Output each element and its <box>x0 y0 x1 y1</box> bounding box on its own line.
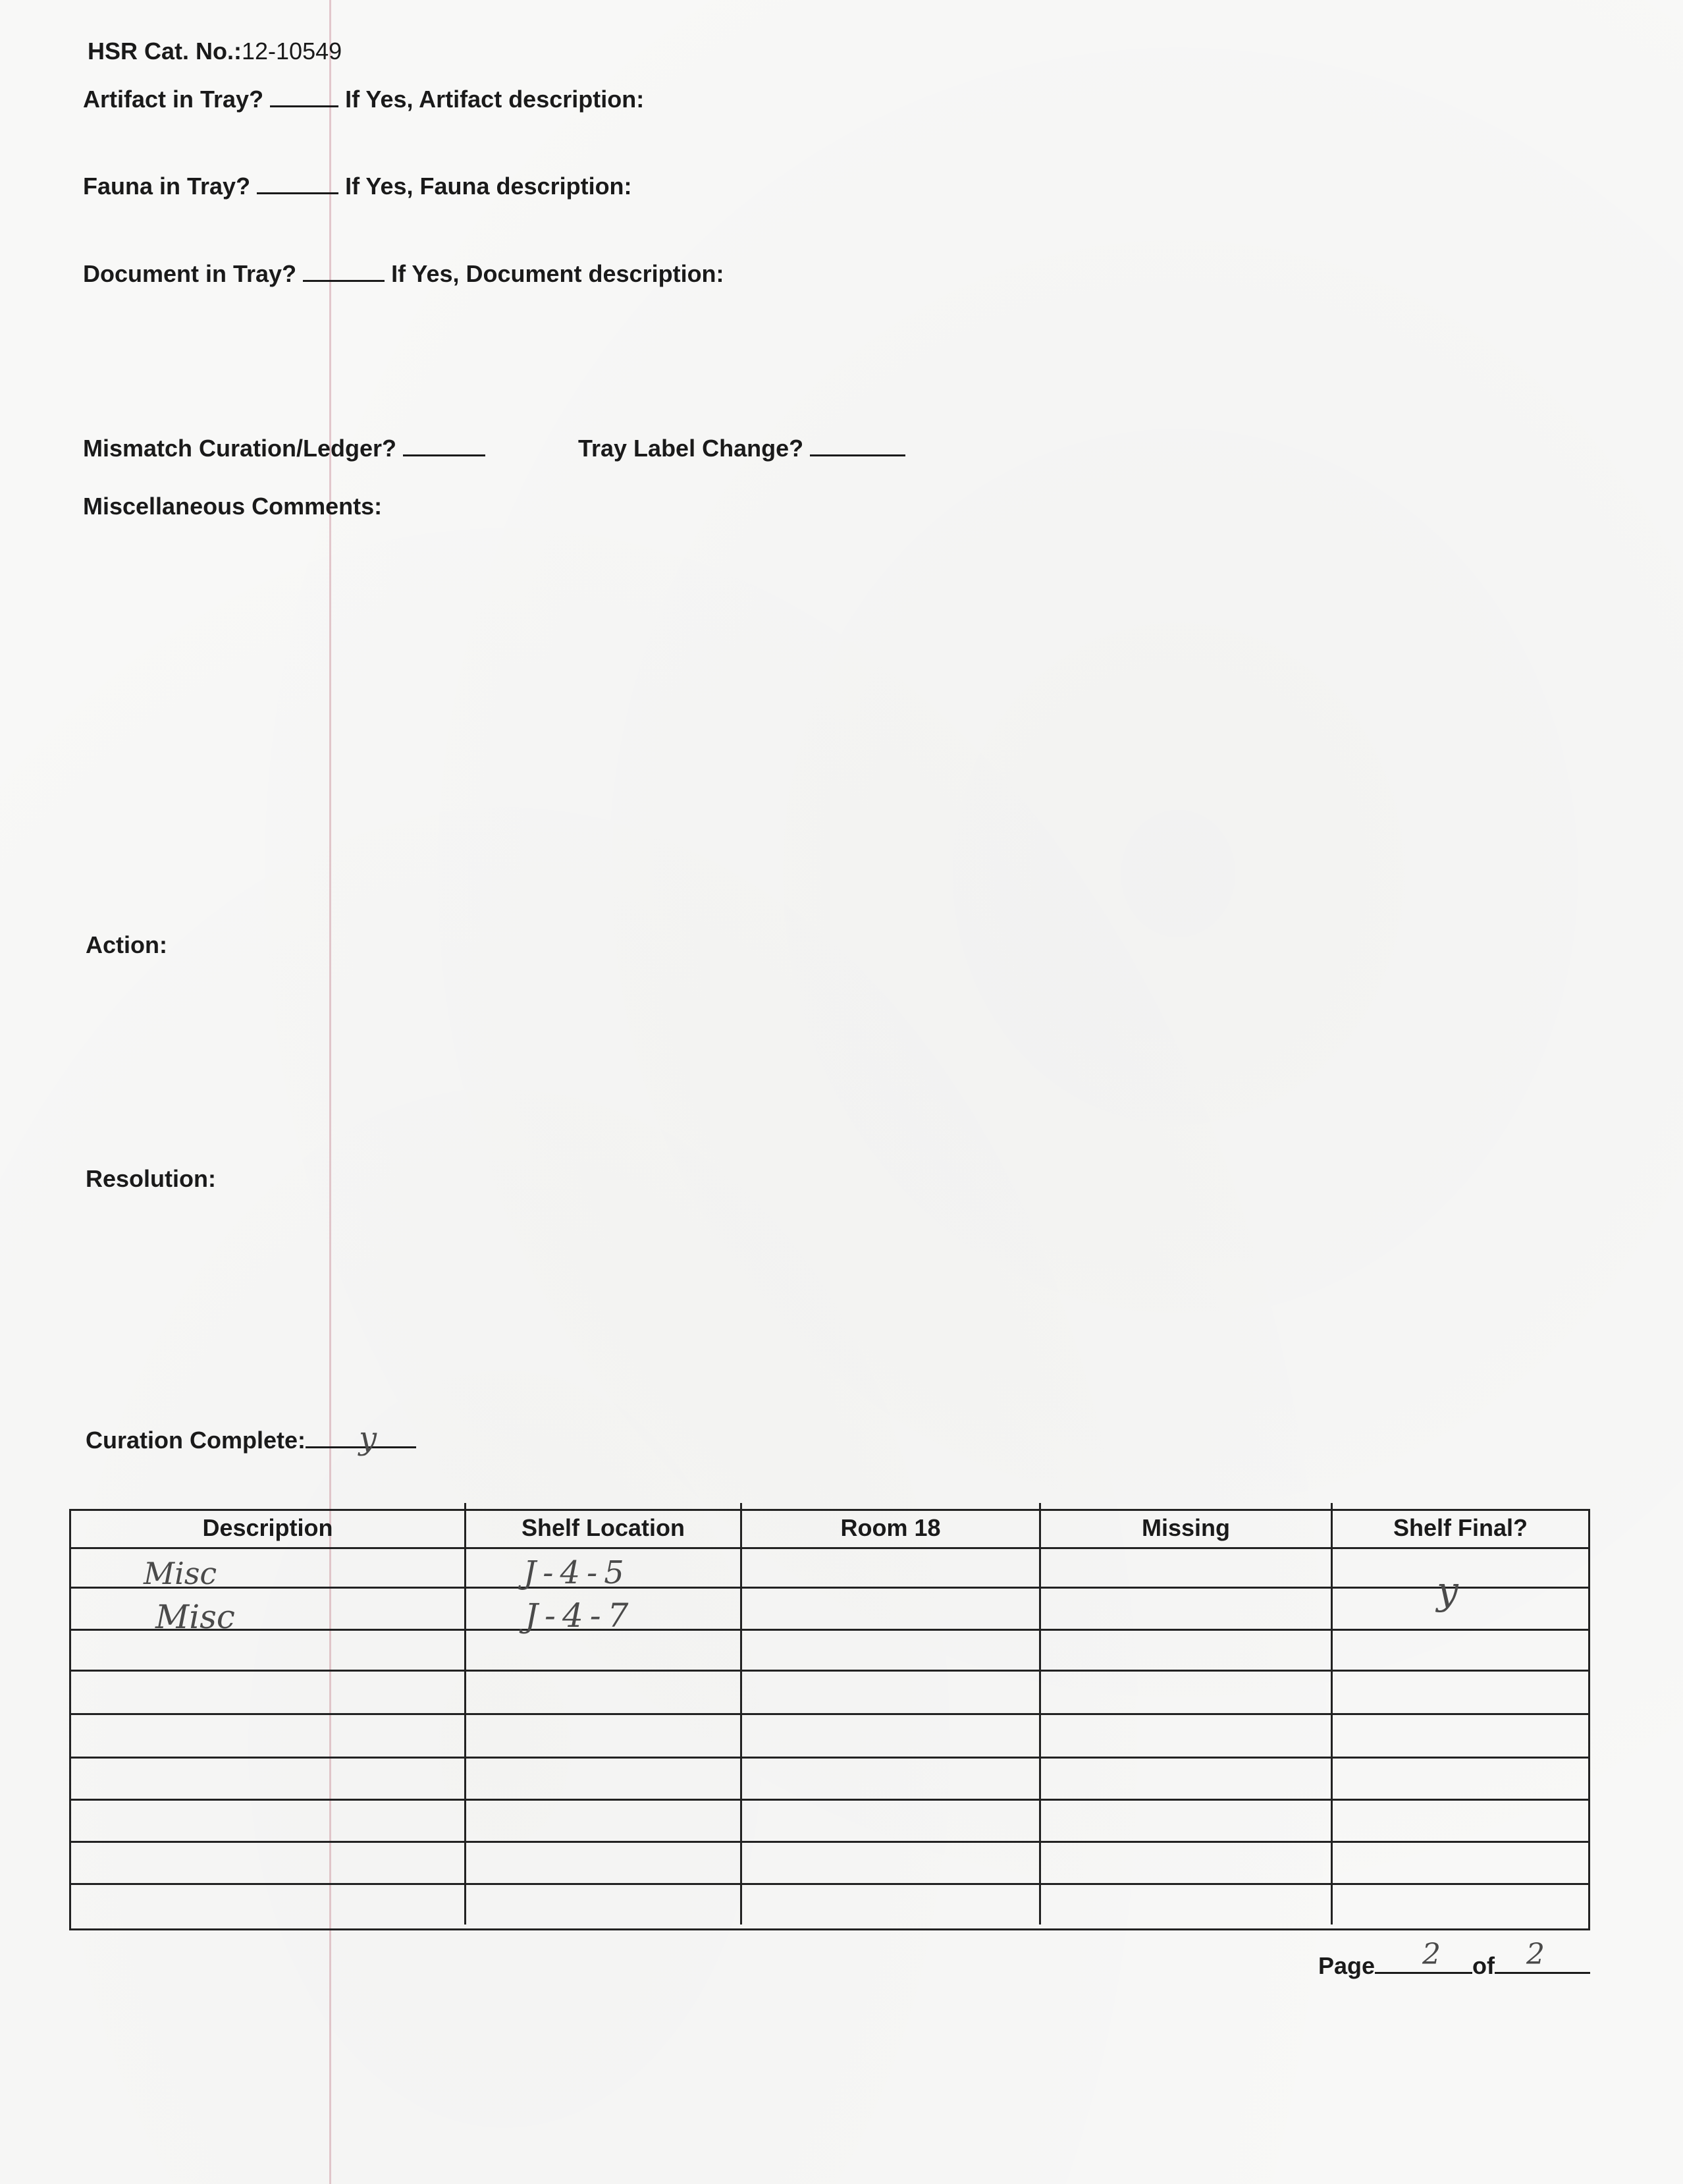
resolution-label: Resolution: <box>86 1165 216 1192</box>
table-column-divider <box>740 1503 742 1925</box>
table-row-line <box>69 1587 1590 1589</box>
action-label: Action: <box>86 931 167 958</box>
table-row-line <box>69 1883 1590 1885</box>
page-indicator <box>1318 1954 1590 1978</box>
table-header-divider <box>69 1547 1590 1549</box>
artifact-question: Artifact in Tray? <box>83 86 264 113</box>
document-answer-blank[interactable] <box>303 279 385 282</box>
mismatch-answer-blank[interactable] <box>403 454 485 456</box>
document-question: Document in Tray? <box>83 260 297 287</box>
of-label: of <box>1472 1952 1495 1979</box>
table-row-line <box>69 1841 1590 1843</box>
row2-description: Misc <box>155 1598 235 1636</box>
table-row-line <box>69 1757 1590 1759</box>
mismatch-row <box>83 437 485 460</box>
header-description: Description <box>202 1514 333 1541</box>
artifact-answer-blank[interactable] <box>270 105 338 107</box>
artifact-description-label: If Yes, Artifact description: <box>345 86 645 113</box>
header-shelf-location: Shelf Location <box>521 1514 685 1541</box>
fauna-question: Fauna in Tray? <box>83 173 251 200</box>
mismatch-question: Mismatch Curation/Ledger? <box>83 435 397 462</box>
table-row-line <box>69 1799 1590 1801</box>
total-pages-blank[interactable] <box>1495 1971 1590 1974</box>
row1-shelf-location: J-4-5 <box>523 1554 631 1591</box>
page-number-value: 2 <box>1422 1938 1441 1971</box>
table-row-line <box>69 1713 1590 1715</box>
document-description-label: If Yes, Document description: <box>391 260 724 287</box>
header-room-18: Room 18 <box>840 1514 941 1541</box>
page-label: Page <box>1318 1952 1376 1979</box>
header-missing: Missing <box>1141 1514 1230 1541</box>
curation-complete-value: y <box>359 1420 377 1457</box>
page-number-blank[interactable] <box>1375 1971 1472 1974</box>
row2-shelf-location: J-4-7 <box>525 1597 635 1635</box>
row1-shelf-final: y <box>1437 1568 1458 1613</box>
table-column-divider <box>1331 1503 1333 1925</box>
misc-comments-label: Miscellaneous Comments: <box>83 493 383 520</box>
fauna-answer-blank[interactable] <box>257 192 338 194</box>
artifact-row <box>83 88 644 111</box>
tray-label-row <box>578 437 905 460</box>
tray-label-question: Tray Label Change? <box>578 435 804 462</box>
total-pages-value: 2 <box>1526 1938 1545 1971</box>
table-row-line <box>69 1629 1590 1631</box>
fauna-row <box>83 175 632 198</box>
fauna-description-label: If Yes, Fauna description: <box>345 173 632 200</box>
header-shelf-final: Shelf Final? <box>1393 1514 1528 1541</box>
table-column-divider <box>464 1503 466 1925</box>
inventory-table <box>69 1509 1590 1930</box>
cat-number-value: 12-10549 <box>242 38 342 65</box>
table-row-line <box>69 1670 1590 1672</box>
cat-number <box>88 40 342 63</box>
document-row <box>83 262 724 286</box>
curation-complete-label: Curation Complete: <box>86 1427 306 1454</box>
row1-description: Misc <box>144 1556 217 1591</box>
tray-label-answer-blank[interactable] <box>810 454 905 456</box>
cat-number-label: HSR Cat. No.: <box>88 38 242 65</box>
table-column-divider <box>1039 1503 1041 1925</box>
